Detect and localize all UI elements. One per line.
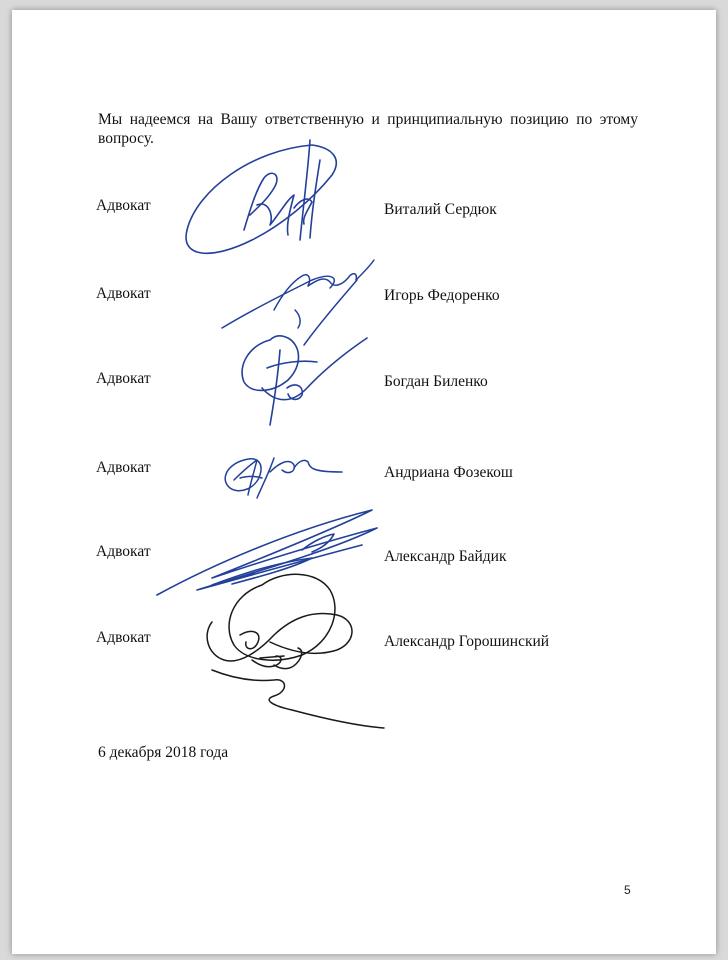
- signatory-name-5: Александр Байдик: [384, 548, 507, 565]
- signatory-name-4: Андриана Фозекош: [384, 464, 513, 481]
- signatory-name-1: Виталий Сердюк: [384, 201, 497, 218]
- signatory-role-3: Адвокат: [96, 370, 151, 387]
- signature-4: [225, 458, 342, 498]
- signatory-role-6: Адвокат: [96, 629, 151, 646]
- signatures-layer: [12, 10, 716, 954]
- signatory-role-5: Адвокат: [96, 543, 151, 560]
- page-number: 5: [624, 883, 631, 897]
- signature-6: [207, 574, 384, 728]
- signature-2: [222, 260, 374, 345]
- document-date: 6 декабря 2018 года: [98, 744, 229, 761]
- signatory-role-4: Адвокат: [96, 459, 151, 476]
- signature-5: [157, 510, 377, 595]
- signatory-role-2: Адвокат: [96, 285, 151, 302]
- signatory-role-1: Адвокат: [96, 197, 151, 214]
- document-page: [12, 10, 716, 954]
- signatory-name-2: Игорь Федоренко: [384, 287, 500, 304]
- signatory-name-6: Александр Горошинский: [384, 633, 550, 650]
- closing-paragraph: Мы надеемся на Вашу ответственную и принципиальную позицию по этому вопросу.: [98, 111, 638, 147]
- signature-3: [242, 336, 367, 425]
- signatory-name-3: Богдан Биленко: [384, 373, 488, 390]
- signature-1: [186, 140, 336, 253]
